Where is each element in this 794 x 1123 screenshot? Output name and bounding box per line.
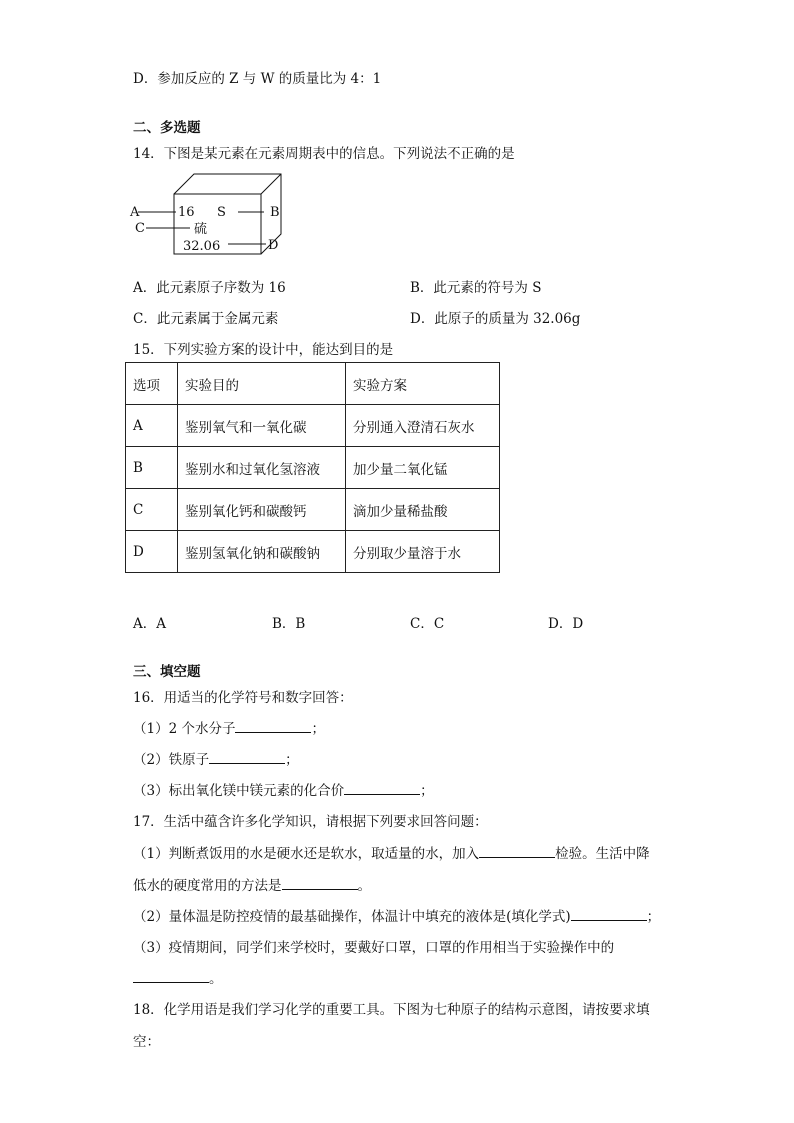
- answer-blank[interactable]: [235, 718, 311, 733]
- experiment-table: [125, 362, 500, 573]
- q15-option-c: C．C: [410, 616, 445, 632]
- table-row: [126, 405, 500, 447]
- q14-option-c: C．此元素属于金属元素: [133, 311, 279, 327]
- q17-part-1-line2: [133, 874, 371, 894]
- q16-part-1-text: （1）2 个水分子: [133, 721, 236, 737]
- q17-part-1-line1: [133, 842, 650, 862]
- q14-stem: 14．下图是某元素在元素周期表中的信息。下列说法不正确的是: [133, 146, 515, 162]
- q17-stem: 17．生活中蕴含许多化学知识，请根据下列要求回答问题：: [133, 814, 488, 830]
- answer-blank[interactable]: [344, 780, 420, 795]
- table-cell: 分别通入澄清石灰水: [346, 405, 500, 447]
- q16-part-3-end: ；: [420, 783, 434, 799]
- table-row: [126, 489, 500, 531]
- table-header-cell: 选项: [126, 363, 178, 405]
- q16-part-1-end: ；: [311, 721, 325, 737]
- table-header-cell: 实验方案: [346, 363, 500, 405]
- q17-part-1-end: 。: [357, 878, 371, 894]
- table-cell: 鉴别氧化钙和碳酸钙: [178, 489, 346, 531]
- q18-stem-line2: 空：: [133, 1034, 160, 1050]
- q17-part-2-end: ；: [646, 909, 661, 925]
- q16-part-2: [133, 748, 299, 768]
- q17-part-2: [133, 905, 660, 925]
- label-a: A: [130, 205, 140, 220]
- element-cell-figure: [128, 170, 288, 260]
- table-cell: 鉴别水和过氧化氢溶液: [178, 447, 346, 489]
- q17-part-1-text-b: 检验。生活中降: [555, 846, 650, 862]
- table-cell: 鉴别氧气和一氧化碳: [178, 405, 346, 447]
- answer-blank[interactable]: [479, 843, 555, 858]
- answer-blank[interactable]: [133, 968, 209, 983]
- label-d: D: [268, 238, 279, 253]
- q16-part-3: [133, 779, 434, 799]
- table-cell: B: [126, 447, 178, 489]
- table-cell: 滴加少量稀盐酸: [346, 489, 500, 531]
- table-row: [126, 531, 500, 573]
- q17-part-1-text: （1）判断煮饭用的水是硬水还是软水，取适量的水，加入: [133, 846, 480, 862]
- q15-option-b: B．B: [272, 616, 306, 632]
- q16-part-3-text: （3）标出氧化镁中镁元素的化合价: [133, 783, 345, 799]
- q14-option-b: B．此元素的符号为 S: [410, 280, 542, 296]
- q15-option-d: D．D: [548, 616, 584, 632]
- q15-option-a: A．A: [133, 616, 166, 632]
- section-title-fill-in: 三、填空题: [133, 664, 201, 680]
- table-cell: 加少量二氧化锰: [346, 447, 500, 489]
- q14-option-a: A．此元素原子序数为 16: [133, 280, 286, 296]
- table-cell: A: [126, 405, 178, 447]
- answer-blank[interactable]: [282, 875, 358, 890]
- label-b: B: [270, 205, 280, 220]
- table-header-row: [126, 363, 500, 405]
- table-cell: 分别取少量溶于水: [346, 531, 500, 573]
- table-cell: D: [126, 531, 178, 573]
- atomic-number: 16: [178, 205, 195, 220]
- table-cell: C: [126, 489, 178, 531]
- q17-part-1-text-c: 低水的硬度常用的方法是: [133, 878, 282, 894]
- table-header-cell: 实验目的: [178, 363, 346, 405]
- q17-part-3-line1: （3）疫情期间，同学们来学校时，要戴好口罩，口罩的作用相当于实验操作中的: [133, 940, 615, 956]
- q16-part-2-text: （2）铁原子: [133, 752, 210, 768]
- atomic-mass: 32.06: [183, 239, 221, 254]
- q16-stem: 16．用适当的化学符号和数字回答：: [133, 690, 353, 706]
- q18-stem-line1: 18．化学用语是我们学习化学的重要工具。下图为七种原子的结构示意图，请按要求填: [133, 1002, 650, 1018]
- element-symbol: S: [217, 205, 226, 220]
- answer-blank[interactable]: [571, 906, 647, 921]
- table-cell: 鉴别氢氧化钠和碳酸钠: [178, 531, 346, 573]
- q15-stem: 15．下列实验方案的设计中，能达到目的是: [133, 342, 394, 358]
- q17-part-3-line2: [133, 967, 223, 987]
- section-title-multiple-choice: 二、多选题: [133, 120, 201, 136]
- q16-part-2-end: ；: [285, 752, 299, 768]
- label-c: C: [135, 221, 145, 236]
- table-row: [126, 447, 500, 489]
- q13-option-d: D．参加反应的 Z 与 W 的质量比为 4：1: [133, 71, 382, 87]
- q16-part-1: [133, 717, 325, 737]
- q14-option-d: D．此原子的质量为 32.06g: [410, 311, 581, 327]
- element-name: 硫: [194, 222, 208, 237]
- q17-part-3-end: 。: [209, 971, 223, 987]
- q17-part-2-text: （2）量体温是防控疫情的最基础操作，体温计中填充的液体是(填化学式): [133, 909, 571, 925]
- answer-blank[interactable]: [209, 749, 285, 764]
